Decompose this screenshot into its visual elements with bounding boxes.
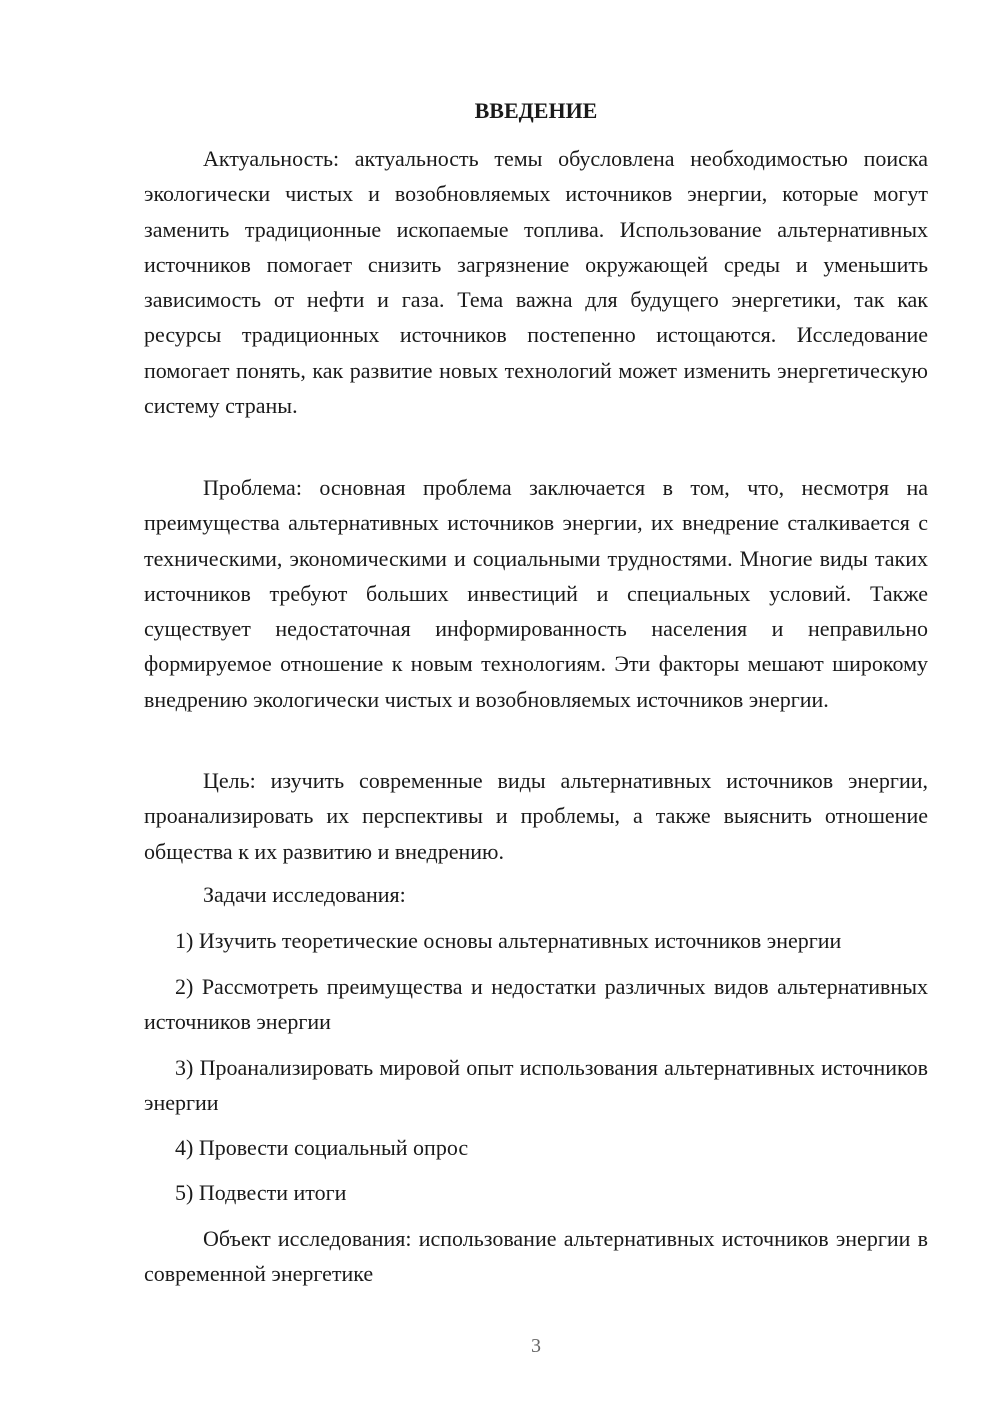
page-title: ВВЕДЕНИЕ [474,98,598,123]
object-paragraph: Объект исследования: использование альтернативных источников энергии в современной энергетике [144,1226,928,1287]
relevance-paragraph: Актуальность: актуальность темы обусловлена необходимостью поиска экологически чистых и возобновляемых источников энергии, которые могут заменить традиционные ископаемые топлива. Использование альтернативных источников помогает снизить загрязнение окружающей среды и уменьшить зависимость от нефти и газа. Тема важна для будущего энергетики, так как ресурсы традиционных источников постепенно истощаются. Исследование помогает понять, как развитие новых технологий может изменить энергетическую систему страны. [144,146,928,419]
task-item-5: 5) Подвести итоги [175,1180,347,1205]
problem-paragraph: Проблема: основная проблема заключается в том, что, несмотря на преимущества альтернативных источников энергии, их внедрение сталкивается с техническими, экономическими и социальными трудностями. Многие виды таких источников требуют больших инвестиций и специальных условий. Также существует недостаточная информированность населения и неправильно формируемое отношение к новым технологиям. Эти факторы мешают широкому внедрению экологически чистых и возобновляемых источников энергии. [144,475,928,712]
tasks-heading: Задачи исследования: [203,882,406,907]
task-item-3: 3) Проанализировать мировой опыт использования альтернативных источников энергии [144,1055,928,1116]
document-page [144,0,928,1414]
task-item-1: 1) Изучить теоретические основы альтернативных источников энергии [175,928,842,953]
task-item-4: 4) Провести социальный опрос [175,1135,469,1160]
task-item-2: 2) Рассмотреть преимущества и недостатки различных видов альтернативных источников энергии [144,974,928,1035]
goal-paragraph: Цель: изучить современные виды альтернативных источников энергии, проанализировать их перспективы и проблемы, а также выяснить отношение общества к их развитию и внедрению. [144,768,928,864]
page-number: 3 [531,1335,541,1357]
